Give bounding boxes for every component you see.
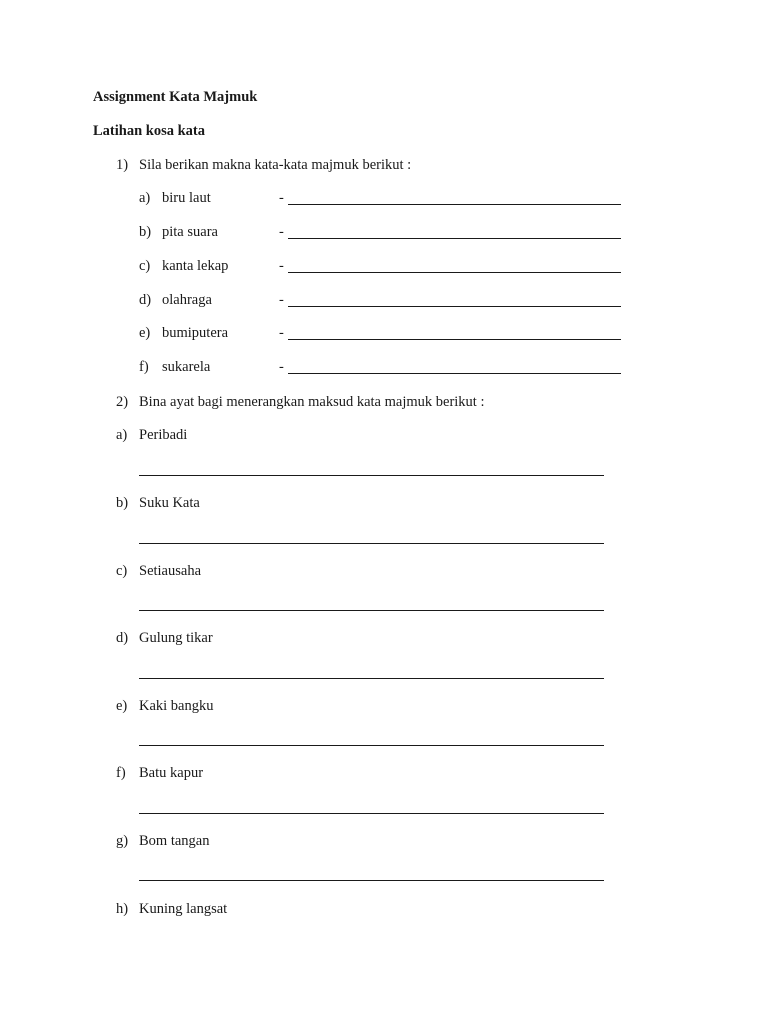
q1-answer-line[interactable]	[288, 373, 621, 374]
q1-item-term: bumiputera	[162, 325, 229, 341]
q1-item-dash: -	[279, 258, 284, 274]
question-1-number: 1)	[116, 157, 129, 173]
q2-item-term: Peribadi	[139, 427, 188, 443]
question-1-prompt: Sila berikan makna kata-kata majmuk berikut :	[139, 157, 412, 173]
q1-item-letter: b)	[139, 224, 152, 240]
q2-answer-line[interactable]	[139, 813, 604, 814]
q1-item-term: pita suara	[162, 224, 218, 240]
q2-answer-line[interactable]	[139, 475, 604, 476]
question-2-number: 2)	[116, 394, 129, 410]
q1-item-dash: -	[279, 325, 284, 341]
q1-item-letter: e)	[139, 325, 151, 341]
q2-item-term: Kuning langsat	[139, 901, 228, 917]
q1-item-dash: -	[279, 359, 284, 375]
q2-item-letter: d)	[116, 630, 129, 646]
q2-answer-line[interactable]	[139, 543, 604, 544]
q1-item-dash: -	[279, 224, 284, 240]
q2-item-term: Suku Kata	[139, 495, 200, 511]
q2-item-letter: h)	[116, 901, 129, 917]
document-subtitle: Latihan kosa kata	[93, 123, 206, 139]
document-title: Assignment Kata Majmuk	[93, 89, 258, 105]
q1-item-dash: -	[279, 292, 284, 308]
q2-answer-line[interactable]	[139, 745, 604, 746]
q1-answer-line[interactable]	[288, 204, 621, 205]
q1-item-term: olahraga	[162, 292, 212, 308]
q1-item-letter: d)	[139, 292, 152, 308]
q1-answer-line[interactable]	[288, 272, 621, 273]
q1-item-letter: c)	[139, 258, 151, 274]
q2-item-letter: b)	[116, 495, 129, 511]
q2-item-letter: f)	[116, 765, 126, 781]
q1-item-letter: f)	[139, 359, 149, 375]
q2-answer-line[interactable]	[139, 678, 604, 679]
q2-item-letter: c)	[116, 563, 128, 579]
q2-answer-line[interactable]	[139, 880, 604, 881]
q1-item-dash: -	[279, 190, 284, 206]
q2-item-term: Kaki bangku	[139, 698, 214, 714]
q2-item-term: Bom tangan	[139, 833, 210, 849]
q2-item-term: Gulung tikar	[139, 630, 213, 646]
q2-item-term: Batu kapur	[139, 765, 204, 781]
q1-item-letter: a)	[139, 190, 151, 206]
q2-item-letter: g)	[116, 833, 129, 849]
q2-item-term: Setiausaha	[139, 563, 202, 579]
q1-item-term: biru laut	[162, 190, 211, 206]
q1-answer-line[interactable]	[288, 306, 621, 307]
q2-answer-line[interactable]	[139, 610, 604, 611]
q2-item-letter: e)	[116, 698, 128, 714]
q1-answer-line[interactable]	[288, 238, 621, 239]
q1-answer-line[interactable]	[288, 339, 621, 340]
question-2-prompt: Bina ayat bagi menerangkan maksud kata majmuk berikut :	[139, 394, 485, 410]
q1-item-term: sukarela	[162, 359, 211, 375]
q1-item-term: kanta lekap	[162, 258, 229, 274]
q2-item-letter: a)	[116, 427, 128, 443]
